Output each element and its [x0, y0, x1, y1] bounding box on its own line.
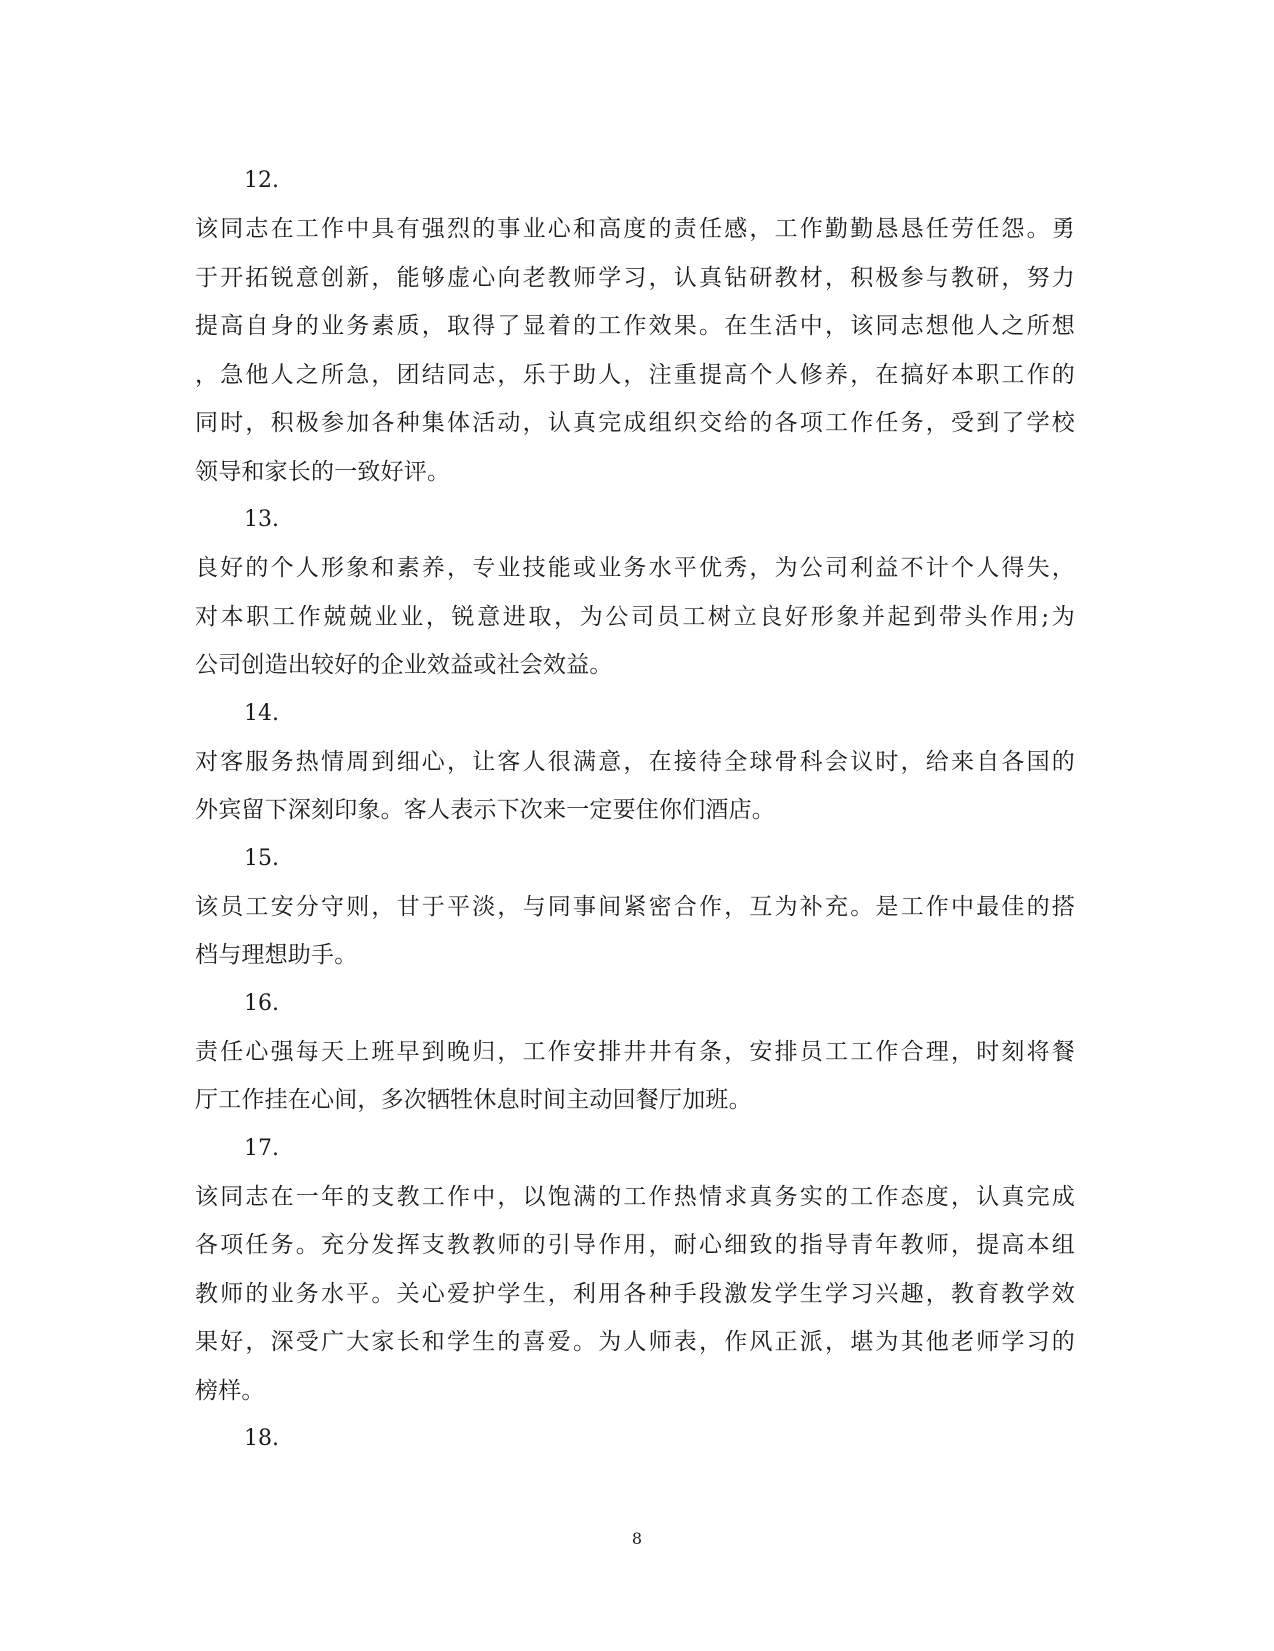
page-number: 8: [631, 1529, 643, 1548]
entry: [195, 1125, 1075, 1416]
entry-text-line: 对客服务热情周到细心，让客人很满意，在接待全球骨科会议时，给来自各国的: [195, 748, 1075, 775]
entry-number: 14.: [244, 700, 279, 726]
entry: [195, 157, 1075, 496]
entry-text-line: 该员工安分守则，甘于平淡，与同事间紧密合作，互为补充。是工作中最佳的搭: [195, 893, 1075, 920]
entry-number: 16.: [244, 990, 279, 1016]
entry-text-line: 该同志在一年的支教工作中，以饱满的工作热情求真务实的工作态度，认真完成: [195, 1183, 1075, 1210]
entry-text-line: 责任心强每天上班早到晚归，工作安排井井有条，安排员工工作合理，时刻将餐: [195, 1038, 1075, 1065]
entry-number: 17.: [244, 1135, 279, 1161]
entry-text-line: 领导和家长的一致好评。: [195, 458, 451, 485]
entry-text-line: 榜样。: [195, 1377, 265, 1404]
entry-number: 13.: [244, 507, 279, 532]
document-body: [195, 157, 1075, 1463]
entry-text-line: 厅工作挂在心间，多次牺牲休息时间主动回餐厅加班。: [195, 1087, 752, 1113]
entry-number: 18.: [244, 1426, 279, 1451]
entry-text-line: 该同志在工作中具有强烈的事业心和高度的责任感，工作勤勤恳恳任劳任怨。勇: [195, 216, 1075, 242]
entry-text-line: 对本职工作兢兢业业，锐意进取，为公司员工树立良好形象并起到带头作用;为: [195, 603, 1075, 630]
entry-text-line: 外宾留下深刻印象。客人表示下次来一定要住你们酒店。: [195, 797, 775, 823]
entry-text-line: ，急他人之所急，团结同志，乐于助人，注重提高个人修养，在搞好本职工作的: [195, 361, 1075, 388]
entry: [195, 496, 1075, 690]
entry: [195, 835, 1075, 980]
entry-text-line: 公司创造出较好的企业效益或社会效益。: [195, 652, 613, 678]
entry: [195, 690, 1075, 835]
entry-text-line: 各项任务。充分发挥支教教师的引导作用，耐心细致的指导青年教师，提高本组: [195, 1232, 1075, 1258]
entry-text-line: 于开拓锐意创新，能够虚心向老教师学习，认真钻研教材，积极参与教研，努力: [195, 264, 1075, 291]
entry-text-line: 教师的业务水平。关心爱护学生，利用各种手段激发学生学习兴趣，教育教学效: [195, 1280, 1075, 1307]
entry-number: 15.: [244, 845, 279, 871]
entry-text-line: 果好，深受广大家长和学生的喜爱。为人师表，作风正派，堪为其他老师学习的: [195, 1329, 1075, 1355]
entry-text-line: 提高自身的业务素质，取得了显着的工作效果。在生活中，该同志想他人之所想: [195, 313, 1075, 339]
entry-number: 12.: [244, 168, 279, 193]
entry-text-line: 同时，积极参加各种集体活动，认真完成组织交给的各项工作任务，受到了学校: [195, 410, 1075, 436]
entry: [195, 1415, 1075, 1463]
entry: [195, 980, 1075, 1125]
entry-text-line: 良好的个人形象和素养，专业技能或业务水平优秀，为公司利益不计个人得失，: [195, 555, 1075, 581]
entry-text-line: 档与理想助手。: [195, 942, 358, 968]
